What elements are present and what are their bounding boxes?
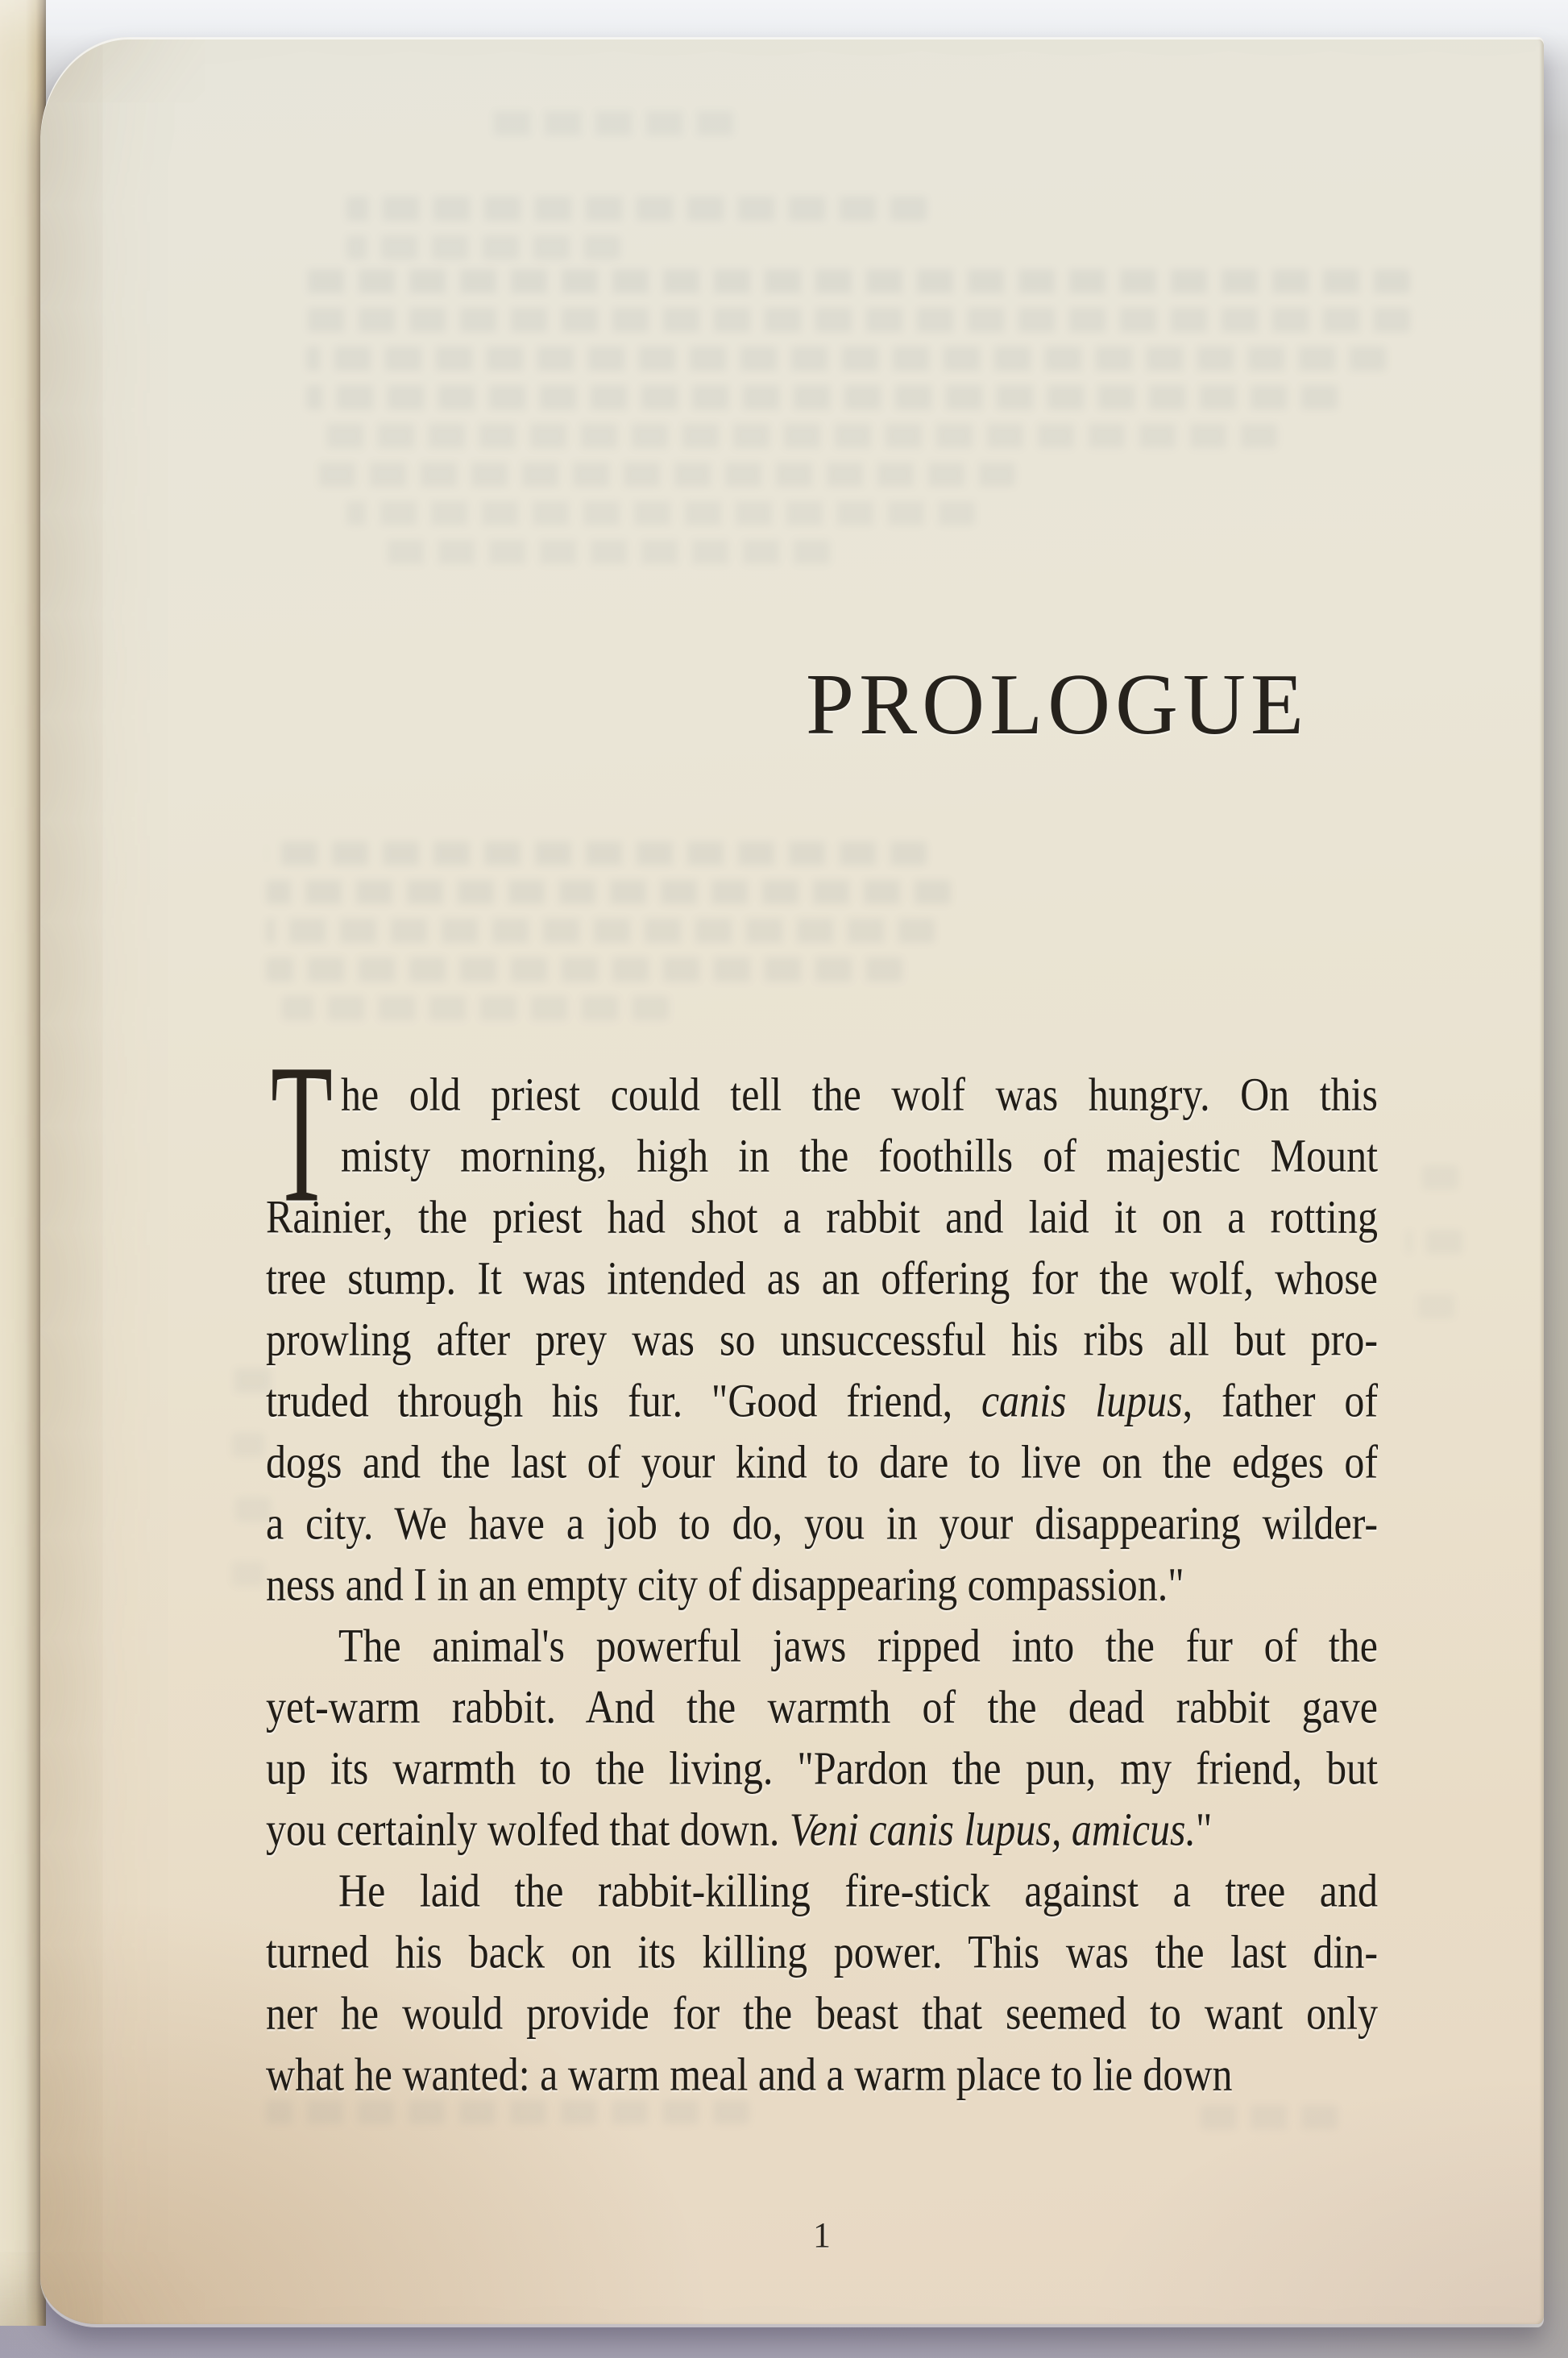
bleed-through-line	[1406, 1230, 1462, 1254]
bleed-through-line	[379, 540, 830, 564]
page-stack-edge	[0, 0, 46, 2326]
bleed-through-line	[1414, 1294, 1454, 1318]
text-line: yet-warm rabbit. And the warmth of the dead rabbit gave	[266, 1680, 1378, 1733]
text-line: you certainly wolfed that down. Veni canis lupus, amicus."	[266, 1803, 1213, 1856]
text-line: tree stump. It was intended as an offering for the wolf, whose	[266, 1252, 1378, 1305]
bleed-through-line	[232, 1562, 264, 1586]
bleed-through-line	[346, 197, 927, 221]
book-page	[40, 37, 1544, 2324]
bleed-through-line	[1410, 1165, 1458, 1189]
bleed-through-line	[306, 385, 1338, 409]
bleed-through-line	[266, 880, 951, 904]
bleed-through-line	[492, 111, 733, 135]
text-line: Rainier, the priest had shot a rabbit and laid it on a rotting	[266, 1190, 1378, 1243]
bleed-through-line	[306, 308, 1410, 332]
text-line: ner he would provide for the beast that seemed to want only	[266, 1986, 1378, 2040]
text-line: misty morning, high in the foothills of majestic Mount	[341, 1129, 1378, 1182]
text-line: truded through his fur. "Good friend, canis lupus, father of	[266, 1374, 1378, 1427]
bleed-through-line	[266, 841, 927, 866]
text-line: turned his back on its killing power. This was the last din-	[266, 1925, 1378, 1978]
bleed-through-line	[266, 957, 902, 982]
text-line: dogs and the last of your kind to dare to live on the edges of	[266, 1435, 1378, 1488]
bleed-through-line	[306, 347, 1386, 371]
chapter-heading: PROLOGUE	[806, 657, 1309, 753]
drop-cap: T	[271, 1023, 333, 1244]
text-line: ness and I in an empty city of disappearing compassion."	[266, 1558, 1184, 1611]
bleed-through-line	[232, 1433, 264, 1457]
bleed-through-line	[318, 424, 1277, 448]
text-line: He laid the rabbit-killing fire-stick against a tree and	[338, 1864, 1378, 1917]
bleed-through-line	[232, 1368, 271, 1393]
bleed-through-line	[306, 269, 1410, 293]
bleed-through-line	[266, 919, 935, 943]
text-line: up its warmth to the living. "Pardon the pun, my friend, but	[266, 1742, 1378, 1795]
bleed-through-line	[282, 996, 669, 1020]
text-line: prowling after prey was so unsuccessful his ribs all but pro-	[266, 1313, 1378, 1366]
body-text	[266, 1064, 1378, 2105]
text-line: he old priest could tell the wolf was hungry. On this	[341, 1068, 1378, 1121]
text-line: a city. We have a job to do, you in your disappearing wilder-	[266, 1497, 1378, 1550]
text-line: what he wanted: a warm meal and a warm place to lie down	[266, 2048, 1233, 2101]
bleed-through-line	[346, 235, 620, 259]
text-line: The animal's powerful jaws ripped into the fur of the	[338, 1619, 1378, 1672]
bleed-through-line	[306, 463, 1015, 487]
bleed-through-line	[346, 501, 975, 525]
page-number: 1	[813, 2215, 831, 2255]
